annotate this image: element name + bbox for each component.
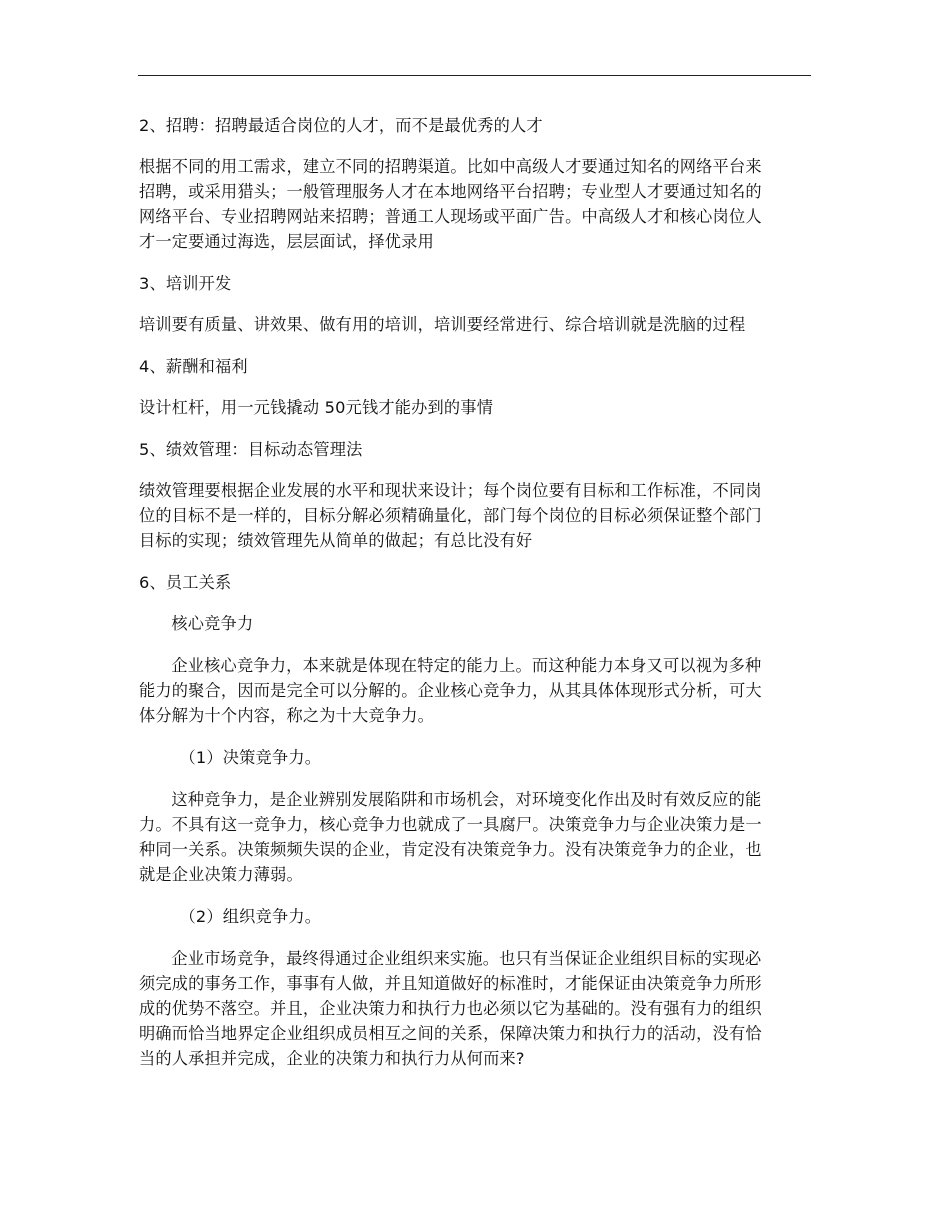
subheading-organization-competitiveness: （2）组织竞争力。 [179,907,322,926]
section-heading-performance: 5、绩效管理：目标动态管理法 [139,440,363,459]
section-heading-employee-relations: 6、员工关系 [139,573,232,592]
paragraph-decision-competitiveness: 这种竞争力，是企业辨别发展陷阱和市场机会，对环境变化作出及时有效反应的能力。不具有这一竞争力，核心竞争力也就成了一具腐尸。决策竞争力与企业决策力是一种同一关系。决策频频失误的企业，肯定没有决策竞争力。没有决策竞争力的企业，也就是企业决策力薄弱。 [139,790,762,884]
section-heading-compensation: 4、薪酬和福利 [139,357,248,376]
paragraph-organization-competitiveness: 企业市场竞争，最终得通过企业组织来实施。也只有当保证企业组织目标的实现必须完成的事务工作，事事有人做，并且知道做好的标准时，才能保证由决策竞争力所形成的优势不落空。并且，企业决策力和执行力也必须以它为基础的。没有强有力的组织明确而恰当地界定企业组织成员相互之间的关系，保障决策力和执行力的活动，没有恰当的人承担并完成，企业的决策力和执行力从何而来? [139,949,762,1068]
document-body [139,113,771,1088]
paragraph-compensation: 设计杠杆，用一元钱撬动 50元钱才能办到的事情 [139,398,494,417]
header-rule [138,75,811,76]
section-heading-training: 3、培训开发 [139,274,232,293]
paragraph-core-competitiveness: 企业核心竞争力，本来就是体现在特定的能力上。而这种能力本身又可以视为多种能力的聚合，因而是完全可以分解的。企业核心竞争力，从其具体体现形式分析，可大体分解为十个内容，称之为十大竞争力。 [139,656,762,725]
paragraph-performance: 绩效管理要根据企业发展的水平和现状来设计；每个岗位要有目标和工作标准，不同岗位的目标不是一样的，目标分解必须精确量化，部门每个岗位的目标必须保证整个部门目标的实现；绩效管理先从简单的做起；有总比没有好 [139,481,762,550]
section-heading-recruitment: 2、招聘：招聘最适合岗位的人才，而不是最优秀的人才 [139,116,543,135]
subheading-core-competitiveness: 核心竞争力 [171,614,254,633]
subheading-decision-competitiveness: （1）决策竞争力。 [179,748,322,767]
paragraph-recruitment: 根据不同的用工需求，建立不同的招聘渠道。比如中高级人才要通过知名的网络平台来招聘，或采用猎头；一般管理服务人才在本地网络平台招聘；专业型人才要通过知名的网络平台、专业招聘网站来招聘；普通工人现场或平面广告。中高级人才和核心岗位人才一定要通过海选，层层面试，择优录用 [139,157,762,251]
paragraph-training: 培训要有质量、讲效果、做有用的培训，培训要经常进行、综合培训就是洗脑的过程 [139,315,746,334]
